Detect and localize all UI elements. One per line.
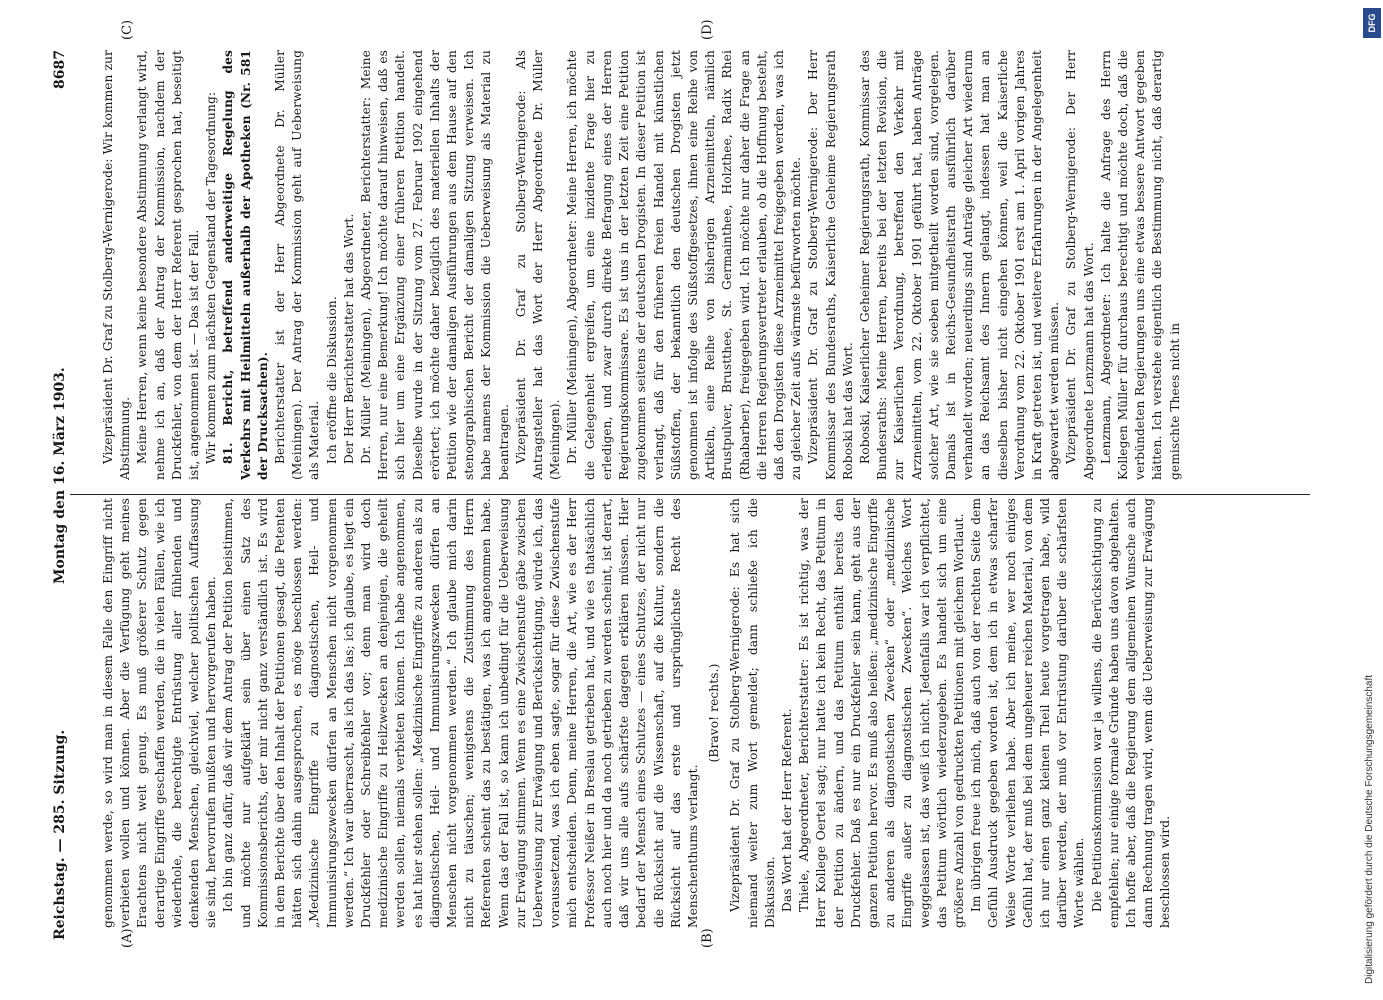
header-date: Montag den 16. März 1903. <box>52 367 68 584</box>
right-paragraph: Vizepräsident Dr. Graf zu Stolberg-Wernigerode: Der Herr Abgeordnete Lenzmann hat das Wort. <box>1064 50 1096 480</box>
right-paragraph: Meine Herren, wenn keine besondere Abstimmung verlangt wird, nehme ich an, daß der Antrag der Kommission, nachdem der Druckfehler, von dem der Herr Referent gesprochen hat, beseitigt ist, angenommen ist. — Das ist der Fall. <box>135 50 202 480</box>
margin-mark-a: (A) <box>120 928 135 948</box>
left-column <box>100 498 1250 928</box>
right-paragraph: Berichterstatter ist der Herr Abgeordnete Dr. Müller (Meiningen). Der Antrag der Kommission geht auf Ueberweisung als Material. <box>273 50 322 480</box>
right-paragraph: Lenzmann, Abgeordneter: Ich halte die Anfrage des Herrn Kollegen Müller für durchaus berechtigt und möchte doch, daß die verbündeten Regierungen uns eine etwas bessere Antwort gegeben hätten. Ich verstehe eigentlich die Bestimmung nicht, daß derartig gemischte Thees nicht in <box>1098 50 1182 480</box>
margin-mark-c: (C) <box>120 19 135 40</box>
page-number: 8687 <box>52 50 68 89</box>
applause-note: (Bravo! rechts.) <box>707 663 722 763</box>
left-paragraph: genommen werde, so wird man in diesem Falle den Eingriff nicht verbieten wollen und können. Aber die Verfügung geht meines Erachtens nicht weit genug. Es muß größerer Schutz gegen derartige Eingriffe geschaffen werden, die in vielen Fällen, wie ich wiederhole, die berechtigte Entrüstung aller fühlenden und denkenden Menschen, gleichviel, welcher politischen Auffassung sie sind, hervorrufen mußten und hervorgerufen haben. <box>101 498 219 928</box>
digitization-note <box>1364 44 1382 984</box>
right-paragraph: Vizepräsident Dr. Graf zu Stolberg-Wernigerode: Als Antragsteller hat das Wort der Herr Abgeordnete Dr. Müller (Meiningen). <box>513 50 563 480</box>
page-header <box>52 50 74 940</box>
left-paragraph: Thiele, Abgeordneter, Berichterstatter: Es ist richtig, was der Herr Kollege Oertel sagt; nur hatte ich kein Recht, das Petitum in der Petition zu ändern, und das Petitum enthält bereits den Druckfehler. Daß es nur ein Druckfehler sein kann, geht aus der ganzen Petition hervor. Es muß also heißen: „medizinische Eingriffe zu anderen als diagnostischen Zwecken“ oder „medizinische Eingriffe außer zu diagnostischen Zwecken“. Welches Wort weggelassen ist, das weiß ich nicht. Jedenfalls war ich verpflichtet, das Petitum wörtlich wiederzugeben. Es handelt sich um eine größere Anzahl von gedruckten Petitionen mit gleichem Wortlaut. <box>797 498 966 928</box>
left-paragraph: Die Petitionskommission war ja willens, die Berücksichtigung zu empfehlen; nur einige formale Gründe haben uns davon abgehalten. Ich hoffe aber, daß die Regierung dem allgemeinen Wunsche auch dann Rechnung tragen wird, wenn die Ueberweisung zur Erwägung beschlossen wird. <box>1089 498 1173 928</box>
left-paragraph: Das Wort hat der Herr Referent. <box>779 708 794 912</box>
right-paragraph: Vizepräsident Dr. Graf zu Stolberg-Wernigerode: Wir kommen zur Abstimmung. <box>101 50 133 480</box>
dfg-logo <box>1363 8 1381 38</box>
right-paragraph: Dr. Müller (Meiningen), Abgeordneter: Meine Herren, ich möchte die Gelegenheit ergreifen, um eine inzidente Frage hier zu erledigen, und zwar durch direkte Befragung eines der Herren Regierungskommissare. Es ist uns in der letzten Zeit eine Petition zugekommen seitens der deutschen Drogisten. In dieser Petition ist verlangt, daß für den früheren freien Handel mit künstlichen Süßstoffen, der bekanntlich den deutschen Drogisten jetzt genommen ist infolge des Süßstoffgesetzes, ihnen eine Reihe von Artikeln, eine Reihe von bisherigen Arzneimitteln, nämlich Brustpulver, Brustthee, St. Germainthee, Holzthee, Radix Rhei (Rhabarber), freigegeben wird. Ich möchte nur daher die Frage an die Herren Regierungsvertreter erlauben, ob die Hoffnung besteht, daß den Drogisten diese Arzneimittel freigegeben werden, was ich zu gleicher Zeit aufs wärmste befürworten möchte. <box>565 50 804 480</box>
right-paragraph: Der Herr Berichterstatter hat das Wort. <box>341 213 356 464</box>
right-paragraph: Dr. Müller (Meiningen), Abgeordneter, Berichterstatter: Meine Herren, nur eine Bemerkung! Ich möchte darauf hinweisen, daß es sich hier um eine Ergänzung einer früheren Petition handelt. Dieselbe wurde in der Sitzung vom 27. Februar 1902 eingehend erörtert; ich möchte daher bezüglich des materiellen Inhalts der Petition wie der damaligen Ausführungen aus dem Hause auf den stenographischen Bericht der damaligen Sitzung verweisen. Ich habe namens der Kommission die Ueberweisung als Material zu beantragen. <box>359 50 511 480</box>
left-paragraph: Im übrigen freue ich mich, daß auch von der rechten Seite dem Gefühl Ausdruck gegeben worden ist, dem ich in etwas scharfer Weise Worte verliehen habe. Aber ich meine, wer noch einiges Gefühl hat, der muß bei dem ungeheuer reichen Material, von dem ich nur einen ganz kleinen Theil heute vorgetragen habe, wild darüber werden, der muß vor Entrüstung darüber die schärfsten Worte wählen. <box>969 498 1087 928</box>
digitization-note-text: Digitalisierung gefördert durch die Deutsche Forschungsgemeinschaft <box>1364 674 1375 984</box>
header-left: Reichstag. — 285. Sitzung. <box>52 729 68 940</box>
column-divider <box>70 494 1310 495</box>
agenda-item-heading: 81. Bericht, betreffend anderweitige Regelung des Verkehrs mit Heilmitteln außerhalb der Apotheken (Nr. 581 der Drucksachen). <box>221 50 270 480</box>
margin-mark-d: (D) <box>700 19 715 40</box>
right-paragraph: Ich eröffne die Diskussion. <box>324 296 339 464</box>
right-paragraph: Roboski, Kaiserlicher Geheimer Regierungsrath, Kommissar des Bundesraths: Meine Herren, bereits bei der letzten Revision, die zur Kaiserlichen Verordnung, betreffend den Verkehr mit Arzneimitteln, vom 22. Oktober 1901 geführt hat, haben Anträge solcher Art, wie sie soeben mitgetheilt worden sind, vorgelegen. Damals ist in Reichs-Gesundheitsrath ausführlich darüber verhandelt worden; neuerdings sind Anträge gleicher Art wiederum an das Reichsamt des Innern gelangt, indessen hat man an dieselben bisher nicht eingehen können, weil die Kaiserliche Verordnung vom 22. Oktober 1901 erst am 1. April vorigen Jahres in Kraft getreten ist, und weitere Erfahrungen in der Angelegenheit abgewartet werden müssen. <box>857 50 1062 480</box>
left-paragraph: Ich bin ganz dafür, daß wir dem Antrag der Petition beistimmen, und möchte nur aufgeklärt sein über einen Satz des Kommissionsberichts, der mir nicht ganz verständlich ist. Es wird in dem Berichte über den Inhalt der Petitionen gesagt, die Petenten hätten sich dahin ausgesprochen, es möge beschlossen werden: „Medizinische Eingriffe zu diagnostischen, Heil- und Immunisirungszwecken dürfen an Menschen nicht vorgenommen werden.“ Ich war überrascht, als ich das las; ich glaube, es liegt ein Druckfehler oder Schreibfehler vor; denn man wird doch medizinische Eingriffe zu Heilzwecken an denjenigen, die geheilt werden sollen, niemals verbieten können. Ich habe angenommen, es hat hier stehen sollen: „Medizinische Eingriffe zu anderen als zu diagnostischen, Heil- und Immunisirungszwecken dürfen an Menschen nicht vorgenommen werden.“ Ich glaube mich darin nicht zu täuschen; wenigstens die Zustimmung des Herrn Referenten scheint das zu bestätigen, was ich angenommen habe. Wenn das der Fall ist, so kann ich unbedingt für die Ueberweisung zur Erwägung stimmen. Wenn es eine Zwischenstufe gäbe zwischen Ueberweisung zur Erwägung und Berücksichtigung, würde ich, das voraussetzend, was ich eben sagte, sogar für diese Zwischenstufe mich entscheiden. Denn, meine Herren, die Art, wie es der Herr Professor Neißer in Breslau getrieben hat, und wie es thatsächlich auch noch hier und da noch getrieben zu werden scheint, ist derart, daß wir uns alle aufs schärfste dagegen erklären müssen. Hier bedarf der Mensch eines Schutzes — eines Schutzes, der nicht nur die Rücksicht auf die Wissenschaft, auf die Kultur, sondern die Rücksicht auf das erste und ursprünglichste Recht des Menschenthums verlangt. <box>221 498 700 928</box>
right-paragraph: Vizepräsident Dr. Graf zu Stolberg-Wernigerode: Der Herr Kommissar des Bundesraths, Kaiserliche Geheime Regierungsrath Roboski hat das Wort. <box>806 50 855 480</box>
margin-mark-b: (B) <box>700 928 715 948</box>
right-paragraph: Wir kommen zum nächsten Gegenstand der Tagesordnung: <box>204 91 219 464</box>
left-paragraph: Vizepräsident Dr. Graf zu Stolberg-Wernigerode: Es hat sich niemand weiter zum Wort gemeldet; dann schließe ich die Diskussion. <box>728 498 777 928</box>
dfg-logo-text: DFG <box>1367 13 1377 33</box>
right-column <box>100 50 1250 480</box>
